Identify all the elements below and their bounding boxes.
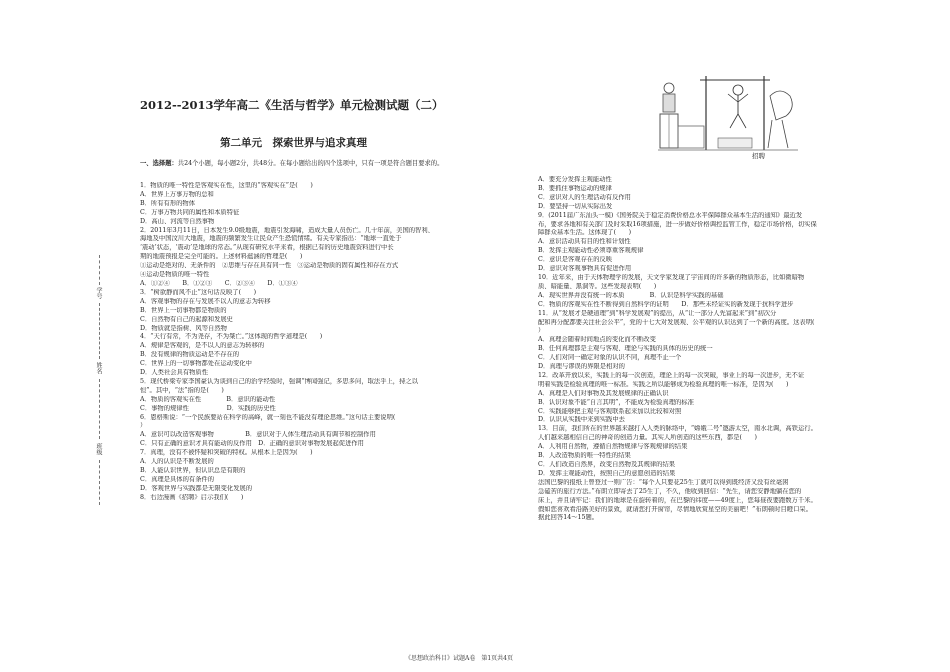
question-line: C．只有正确的意识才具有能动的反作用 D．正确的意识对事物发展起促进作用 (140, 440, 364, 448)
question-line: C．世界上的一切事物都处在运动变化中 (140, 360, 252, 368)
binding-margin (92, 255, 106, 505)
question-line: D．发挥主观能动性，按照自己的意愿创造的结果 (538, 469, 676, 477)
question-line: B．世界上一切事物都是物质的 (140, 306, 227, 314)
question-line: ） (538, 327, 545, 335)
question-line: D．意识对客观事物具有促进作用 (538, 265, 632, 273)
question-line: 3．“树欲静而风不止”这句话反映了( ) (140, 288, 257, 296)
question-line: 人们越来越相信自己的神奇的创造力量。其实人所创造的这些东西，都是( ) (538, 434, 758, 442)
question-line: 9．(2011届广东汕头一模)《国务院关于稳定消费价格总水平保障群众基本生活的通知》最近发 (538, 211, 803, 219)
question-line: D．高山、河流等自然事物 (140, 217, 215, 225)
question-line: A．世界上万事万物的总和 (140, 190, 214, 198)
question-line: 1．物质的唯一特性是客观实在性，这里的“客观实在”是( ) (140, 182, 313, 189)
question-line: A．规律是客观的，是不以人的意志为转移的 (140, 342, 265, 350)
binding-line (99, 255, 100, 285)
question-line: B．要抓住事物运动的规律 (538, 184, 612, 192)
question-line: 床上，并且请牢记：我们的地球是在旋转着的，在巴黎的纬度——49度上，您每昼夜要跑数万千米。 (538, 496, 817, 504)
question-line: C．物质的客观实在性不断得到自然科学的证明 D．那些未经证实的新发现于抗科学进步 (538, 300, 794, 308)
question-line: 布，要求各地和有关部门及时采取16项措施，进一步做好价格调控监管工作，稳定市场价格，切实保 (538, 220, 817, 228)
question-line: B．人改造物质的唯一特性的结果 (538, 452, 631, 460)
question-line: A．意识活动具有目的性和计划性 (538, 238, 631, 246)
question-line: D．人类社会具有物质性 (140, 369, 209, 377)
question-line: A．现实世界并没有统一的本质 B．认识是科学实践的基础 (538, 291, 724, 299)
question-line: 质、暗能量、黑洞等。这些发现表明( ) (538, 282, 657, 290)
question-line: 10．近年来，由于天体物理学的发展，天文学家发现了宇宙间的许多新的物质形态，比如微暗物 (538, 273, 805, 281)
question-line: A．人利用自然物，遵循自然物规律与客观规律的结果 (538, 443, 688, 451)
binding-label-number: 学号 (95, 287, 102, 299)
question-line: ‘震动’状态，‘震动’是地球的常态。”从现有研究水平来看，根据已有的历史地震资料进行中长 (140, 244, 394, 252)
question-line: C．意识是客观存在的反映 (538, 256, 613, 264)
question-line: ①运动是绝对的、无条件的 ②思维与存在具有同一性 ③运动是物质的固有属性和存在方式 (140, 262, 399, 270)
question-line: 明着实践是检验真理的唯一标准。实践之所以能够成为检验真理的唯一标准，是因为( ) (538, 380, 789, 388)
question-line: 13．目前，我们所在的世界越来越打入人类的脉络中，“嫦娥二号”邀游太空，南水北调，高铁运行。 (538, 425, 817, 433)
binding-line (99, 303, 100, 359)
question-line: B．发挥主观能动性必须尊重客观规律 (538, 247, 644, 255)
question-line: 急磕苦的旅行方法。”布朗立即寄去了25生丁，不久，他收到回信：“先生，请您安静地躺在您的 (538, 487, 802, 495)
question-line: D．认识从实践中来到实践中去 (538, 416, 625, 424)
question-line: C．人们对同一确定对象的认识不同，真理不止一个 (538, 354, 682, 362)
question-line: 12．改革开放以来，实践上的每一次创造，理论上的每一次突破，事业上的每一次进步，无不证 (538, 371, 805, 379)
question-line: 2．2011年3月11日，日本发生9.0级地震，地震引发海啸，造成大量人员伤亡。几十年前，美国的智利、 (140, 226, 434, 234)
binding-line (99, 460, 100, 505)
question-line: C．意识对人的生理活动有反作用 (538, 193, 631, 201)
binding-label-class: 班级 (95, 443, 102, 455)
cartoon-caption: 招聘 (752, 152, 765, 160)
question-line: A．人的认识是不断发展的 (140, 458, 214, 466)
question-line: 5．现代桥梁专家李国豪认为谈到自己的治学经验时，强调“博闻强记，多思多问，取法乎上，持之以 (140, 377, 418, 385)
question-line: B．没有规律的物质运动是不存在的 (140, 351, 240, 359)
question-line: 7．真理，没有不被怀疑和突破的特权。从根本上是因为( ) (140, 449, 313, 457)
exam-title: 2012--2013学年高二《生活与哲学》单元检测试题（二） (140, 98, 444, 112)
question-line: C．事物的规律性 D．实践的历史性 (140, 404, 276, 412)
question-line: B．人能认识世界，但认识总是有限的 (140, 467, 246, 474)
question-line: D．要坚持一切从实际出发 (538, 202, 613, 210)
question-line: 期的地震预报是完全可能的。上述材料蕴涵的哲理是( ) (140, 253, 303, 261)
question-line: D．真理与谬误的界限是相对的 (538, 363, 625, 371)
question-line: ） (140, 422, 147, 430)
right-column (538, 176, 883, 523)
binding-label-name: 姓名 (95, 362, 102, 374)
question-line: A．①②④ B．①②③ C．②③④ D．①③④ (140, 279, 298, 287)
question-line: C．真理是具体的有条件的 (140, 475, 215, 483)
page-footer: 《思想政治科目》试题A卷 第1页共4页 (405, 655, 513, 662)
question-line: B．所有有形的物体 (140, 199, 196, 207)
unit-title: 第二单元 探索世界与追求真理 (220, 137, 367, 149)
question-line: 据此回答14～15题。 (538, 514, 599, 522)
question-line: C．实践能够把主观与客观联系起来加以比较和对照 (538, 407, 682, 415)
question-line: A．意识可以改造客观事物 B．意识对于人体生理活动具有调节和控制作用 (140, 431, 376, 439)
recruitment-cartoon (658, 66, 798, 152)
question-line: 障群众基本生活。这体现了( ) (538, 229, 632, 237)
question-line: ④运动是物质的唯一特性 (140, 271, 210, 279)
question-line: 6．恩格斯说：“一个民族要站在科学的高峰，就一刻也不能没有理论思维。”这句话主要说明( (140, 413, 396, 421)
question-line: 配和再分配都要关注社会公平”，党的十七大对发展观、公平观的认识达到了一个新的高度。这表明( (538, 318, 815, 326)
question-line: 8．右边漫画《招聘》启示我们( ) (140, 493, 244, 501)
question-line: B．任何真理都是主观与客观、理论与实践的具体的历史的统一 (538, 345, 713, 353)
question-line: 4．“天行有常，不为尧存，不为桀亡。”这体现的哲学道理是( ) (140, 333, 323, 341)
question-line: C．自然物有自己的起源和发展史 (140, 315, 233, 323)
section-intro (140, 159, 480, 169)
question-line: 11．从“发展才是硬道理”到“科学发展观”的提出，从“让一部分人先富起来”到“初次分 (538, 309, 777, 317)
question-line: 海地及中国汶川大地震，地震的频繁发生让民众产生恐慌情绪。有关专家指出：“地球一直处于 (140, 235, 402, 243)
question-line: B．认识对象不能“自言其明”，不能成为检验真理的标准 (538, 398, 694, 406)
section-instructions: 共24个小题，每小题2分，共48分。在每小题给出的四个选项中，只有一项是符合题目要求的。 (177, 160, 444, 167)
question-line: A．物质的客观实在性 B．意识的能动性 (140, 395, 276, 403)
question-line: C．人们改造自然界，改变自然物及其规律的结果 (538, 461, 676, 468)
question-line: 假如您喜欢看沿路美好的景致，就请您打开窗帘，尽情地欣赏星空的美丽吧！”布朗顿时目瞪口呆。 (538, 505, 812, 513)
question-line: A．真理会随着时间地点的变化而不断改变 (538, 336, 656, 344)
binding-line (99, 379, 100, 439)
question-line: A．要充分发挥主观能动性 (538, 176, 612, 183)
question-line: A．客观事物的存在与发展不以人的意志为转移 (140, 297, 271, 305)
section-label: 一、选择题： (140, 160, 178, 167)
question-line: D．物质就是指树、风等自然物 (140, 324, 227, 332)
question-line: D．客观世界与实践都是无限变化发展的 (140, 484, 253, 492)
question-line: 恒”。其中，“法”指的是( ) (140, 386, 224, 394)
question-line: A．真理是人们对事物及其发展规律的正确认识 (538, 389, 669, 397)
question-line: C．万事万物共同的属性和本质特征 (140, 208, 240, 216)
question-line: 法国巴黎的报纸上曾登过一则广告：“每个人只要花25生丁就可以得到既经济又没有丝毫困 (538, 478, 789, 486)
left-column (140, 182, 485, 503)
